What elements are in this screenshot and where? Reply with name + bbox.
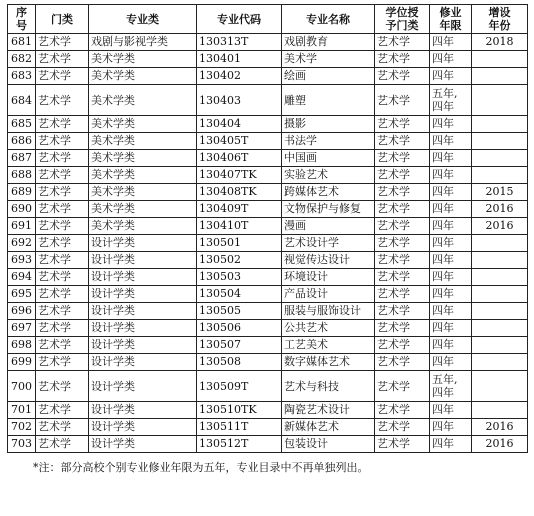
cell-degree: 艺术学	[375, 303, 430, 320]
cell-year	[472, 402, 528, 419]
cell-year	[472, 286, 528, 303]
cell-category: 艺术学	[36, 337, 89, 354]
header-name: 专业名称	[282, 5, 375, 34]
table-row	[8, 85, 528, 116]
cell-year: 2016	[472, 218, 528, 235]
cell-class: 设计学类	[89, 252, 197, 269]
cell-duration: 四年	[430, 201, 472, 218]
cell-class: 美术学类	[89, 51, 197, 68]
table-row	[8, 354, 528, 371]
cell-name: 环境设计	[282, 269, 375, 286]
cell-degree: 艺术学	[375, 34, 430, 51]
cell-year	[472, 320, 528, 337]
cell-category: 艺术学	[36, 85, 89, 116]
cell-class: 设计学类	[89, 371, 197, 402]
cell-year	[472, 235, 528, 252]
cell-no: 697	[8, 320, 36, 337]
cell-duration: 五年, 四年	[430, 371, 472, 402]
cell-class: 美术学类	[89, 201, 197, 218]
table-row	[8, 116, 528, 133]
cell-year	[472, 269, 528, 286]
cell-degree: 艺术学	[375, 218, 430, 235]
cell-no: 703	[8, 436, 36, 453]
table-body	[8, 34, 528, 453]
table-row	[8, 269, 528, 286]
cell-name: 实验艺术	[282, 167, 375, 184]
cell-name: 数字媒体艺术	[282, 354, 375, 371]
table-row	[8, 402, 528, 419]
cell-duration: 四年	[430, 51, 472, 68]
cell-class: 设计学类	[89, 320, 197, 337]
cell-class: 美术学类	[89, 116, 197, 133]
cell-duration: 四年	[430, 235, 472, 252]
cell-no: 682	[8, 51, 36, 68]
cell-year	[472, 337, 528, 354]
cell-degree: 艺术学	[375, 371, 430, 402]
cell-name: 戏剧教育	[282, 34, 375, 51]
table-row	[8, 337, 528, 354]
cell-class: 美术学类	[89, 184, 197, 201]
cell-class: 设计学类	[89, 436, 197, 453]
cell-degree: 艺术学	[375, 252, 430, 269]
cell-duration: 四年	[430, 34, 472, 51]
cell-category: 艺术学	[36, 402, 89, 419]
footnote: *注：部分高校个别专业修业年限为五年，专业目录中不再单独列出。	[33, 461, 369, 474]
cell-category: 艺术学	[36, 167, 89, 184]
cell-year: 2016	[472, 419, 528, 436]
cell-category: 艺术学	[36, 419, 89, 436]
cell-year	[472, 116, 528, 133]
cell-class: 设计学类	[89, 303, 197, 320]
cell-no: 691	[8, 218, 36, 235]
cell-year	[472, 167, 528, 184]
table-row	[8, 419, 528, 436]
cell-name: 美术学	[282, 51, 375, 68]
cell-category: 艺术学	[36, 303, 89, 320]
cell-class: 美术学类	[89, 218, 197, 235]
cell-degree: 艺术学	[375, 51, 430, 68]
cell-duration: 四年	[430, 320, 472, 337]
cell-duration: 四年	[430, 218, 472, 235]
cell-degree: 艺术学	[375, 286, 430, 303]
cell-code: 130407TK	[197, 167, 282, 184]
cell-degree: 艺术学	[375, 354, 430, 371]
cell-class: 美术学类	[89, 133, 197, 150]
cell-duration: 四年	[430, 68, 472, 85]
cell-class: 设计学类	[89, 354, 197, 371]
cell-no: 695	[8, 286, 36, 303]
cell-code: 130502	[197, 252, 282, 269]
cell-year	[472, 371, 528, 402]
cell-duration: 四年	[430, 116, 472, 133]
cell-code: 130510TK	[197, 402, 282, 419]
cell-code: 130501	[197, 235, 282, 252]
table-row	[8, 150, 528, 167]
cell-degree: 艺术学	[375, 419, 430, 436]
cell-class: 美术学类	[89, 167, 197, 184]
cell-no: 687	[8, 150, 36, 167]
cell-degree: 艺术学	[375, 68, 430, 85]
cell-degree: 艺术学	[375, 320, 430, 337]
cell-name: 雕塑	[282, 85, 375, 116]
cell-degree: 艺术学	[375, 436, 430, 453]
cell-year	[472, 303, 528, 320]
cell-name: 摄影	[282, 116, 375, 133]
cell-no: 696	[8, 303, 36, 320]
cell-duration: 四年	[430, 269, 472, 286]
table-row	[8, 320, 528, 337]
cell-code: 130503	[197, 269, 282, 286]
cell-year	[472, 85, 528, 116]
cell-class: 设计学类	[89, 269, 197, 286]
table-row	[8, 436, 528, 453]
cell-class: 设计学类	[89, 337, 197, 354]
header-no: 序 号	[8, 5, 36, 34]
cell-category: 艺术学	[36, 150, 89, 167]
cell-code: 130403	[197, 85, 282, 116]
cell-duration: 四年	[430, 252, 472, 269]
cell-name: 新媒体艺术	[282, 419, 375, 436]
cell-duration: 四年	[430, 436, 472, 453]
cell-no: 694	[8, 269, 36, 286]
cell-name: 公共艺术	[282, 320, 375, 337]
table-row	[8, 235, 528, 252]
table-row	[8, 371, 528, 402]
cell-no: 688	[8, 167, 36, 184]
cell-category: 艺术学	[36, 371, 89, 402]
cell-category: 艺术学	[36, 354, 89, 371]
header-year: 增设 年份	[472, 5, 528, 34]
table-row	[8, 68, 528, 85]
cell-no: 692	[8, 235, 36, 252]
table-row	[8, 303, 528, 320]
cell-class: 设计学类	[89, 235, 197, 252]
cell-category: 艺术学	[36, 218, 89, 235]
cell-code: 130410T	[197, 218, 282, 235]
cell-degree: 艺术学	[375, 184, 430, 201]
cell-degree: 艺术学	[375, 167, 430, 184]
cell-name: 漫画	[282, 218, 375, 235]
cell-class: 美术学类	[89, 150, 197, 167]
cell-category: 艺术学	[36, 436, 89, 453]
cell-duration: 四年	[430, 133, 472, 150]
cell-duration: 四年	[430, 354, 472, 371]
cell-category: 艺术学	[36, 201, 89, 218]
cell-name: 书法学	[282, 133, 375, 150]
table-row	[8, 34, 528, 51]
table-row	[8, 201, 528, 218]
table-row	[8, 133, 528, 150]
cell-degree: 艺术学	[375, 85, 430, 116]
cell-no: 700	[8, 371, 36, 402]
cell-duration: 五年, 四年	[430, 85, 472, 116]
cell-duration: 四年	[430, 337, 472, 354]
cell-duration: 四年	[430, 150, 472, 167]
table-row	[8, 252, 528, 269]
cell-class: 设计学类	[89, 419, 197, 436]
cell-category: 艺术学	[36, 269, 89, 286]
table-row	[8, 218, 528, 235]
cell-class: 美术学类	[89, 68, 197, 85]
cell-category: 艺术学	[36, 34, 89, 51]
cell-degree: 艺术学	[375, 337, 430, 354]
cell-no: 690	[8, 201, 36, 218]
cell-category: 艺术学	[36, 286, 89, 303]
cell-name: 跨媒体艺术	[282, 184, 375, 201]
cell-code: 130509T	[197, 371, 282, 402]
cell-degree: 艺术学	[375, 116, 430, 133]
cell-year	[472, 68, 528, 85]
cell-no: 683	[8, 68, 36, 85]
cell-category: 艺术学	[36, 51, 89, 68]
cell-category: 艺术学	[36, 320, 89, 337]
cell-degree: 艺术学	[375, 402, 430, 419]
cell-year: 2018	[472, 34, 528, 51]
cell-degree: 艺术学	[375, 150, 430, 167]
cell-class: 戏剧与影视学类	[89, 34, 197, 51]
cell-no: 693	[8, 252, 36, 269]
cell-name: 艺术与科技	[282, 371, 375, 402]
cell-code: 130505	[197, 303, 282, 320]
cell-class: 设计学类	[89, 286, 197, 303]
table-header-row	[8, 5, 528, 34]
cell-category: 艺术学	[36, 116, 89, 133]
cell-name: 陶瓷艺术设计	[282, 402, 375, 419]
cell-category: 艺术学	[36, 68, 89, 85]
cell-code: 130405T	[197, 133, 282, 150]
cell-year: 2015	[472, 184, 528, 201]
cell-code: 130409T	[197, 201, 282, 218]
header-duration: 修业 年限	[430, 5, 472, 34]
cell-code: 130402	[197, 68, 282, 85]
cell-code: 130511T	[197, 419, 282, 436]
cell-code: 130401	[197, 51, 282, 68]
cell-name: 文物保护与修复	[282, 201, 375, 218]
cell-name: 工艺美术	[282, 337, 375, 354]
header-category: 门类	[36, 5, 89, 34]
header-code: 专业代码	[197, 5, 282, 34]
cell-code: 130506	[197, 320, 282, 337]
cell-duration: 四年	[430, 402, 472, 419]
header-degree: 学位授 予门类	[375, 5, 430, 34]
cell-class: 美术学类	[89, 85, 197, 116]
cell-year	[472, 51, 528, 68]
cell-code: 130408TK	[197, 184, 282, 201]
cell-name: 产品设计	[282, 286, 375, 303]
cell-no: 698	[8, 337, 36, 354]
cell-code: 130507	[197, 337, 282, 354]
cell-degree: 艺术学	[375, 235, 430, 252]
cell-no: 685	[8, 116, 36, 133]
cell-code: 130504	[197, 286, 282, 303]
table-row	[8, 286, 528, 303]
cell-category: 艺术学	[36, 235, 89, 252]
cell-year	[472, 354, 528, 371]
cell-category: 艺术学	[36, 252, 89, 269]
cell-duration: 四年	[430, 286, 472, 303]
cell-category: 艺术学	[36, 133, 89, 150]
header-class: 专业类	[89, 5, 197, 34]
cell-class: 设计学类	[89, 402, 197, 419]
cell-year	[472, 252, 528, 269]
cell-year	[472, 150, 528, 167]
cell-code: 130404	[197, 116, 282, 133]
cell-no: 684	[8, 85, 36, 116]
cell-name: 绘画	[282, 68, 375, 85]
cell-no: 681	[8, 34, 36, 51]
cell-no: 686	[8, 133, 36, 150]
table-row	[8, 167, 528, 184]
cell-name: 视觉传达设计	[282, 252, 375, 269]
cell-year: 2016	[472, 201, 528, 218]
table-row	[8, 184, 528, 201]
cell-degree: 艺术学	[375, 133, 430, 150]
cell-code: 130313T	[197, 34, 282, 51]
cell-code: 130406T	[197, 150, 282, 167]
cell-duration: 四年	[430, 184, 472, 201]
cell-name: 包装设计	[282, 436, 375, 453]
cell-duration: 四年	[430, 303, 472, 320]
cell-code: 130512T	[197, 436, 282, 453]
cell-year	[472, 133, 528, 150]
cell-duration: 四年	[430, 419, 472, 436]
cell-duration: 四年	[430, 167, 472, 184]
cell-degree: 艺术学	[375, 201, 430, 218]
cell-year: 2016	[472, 436, 528, 453]
cell-no: 689	[8, 184, 36, 201]
cell-degree: 艺术学	[375, 269, 430, 286]
cell-no: 699	[8, 354, 36, 371]
cell-no: 701	[8, 402, 36, 419]
cell-no: 702	[8, 419, 36, 436]
cell-name: 艺术设计学	[282, 235, 375, 252]
table-row	[8, 51, 528, 68]
major-catalog-table	[7, 4, 528, 453]
cell-category: 艺术学	[36, 184, 89, 201]
cell-name: 中国画	[282, 150, 375, 167]
cell-code: 130508	[197, 354, 282, 371]
cell-name: 服装与服饰设计	[282, 303, 375, 320]
